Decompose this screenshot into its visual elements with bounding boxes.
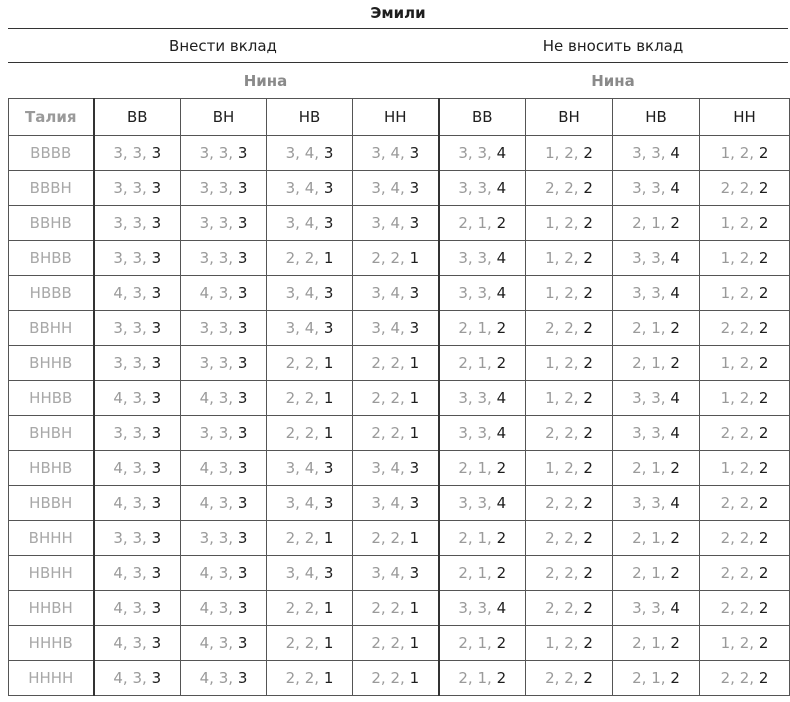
payoff-cell: 2, 2, 1	[267, 591, 353, 626]
row-label: ВННВ	[9, 346, 94, 381]
payoff-cell: 3, 3, 3	[94, 521, 181, 556]
payoff-cell: 3, 4, 3	[267, 556, 353, 591]
payoff-cell: 3, 3, 4	[613, 276, 700, 311]
group-divider	[8, 62, 788, 63]
payoff-cell: 2, 2, 1	[353, 346, 439, 381]
payoff-cell: 3, 3, 3	[94, 416, 181, 451]
payoff-cell: 2, 2, 1	[353, 626, 439, 661]
payoff-cell: 2, 2, 1	[267, 381, 353, 416]
group-not-contribute: Не вносить вклад	[542, 37, 684, 55]
payoff-cell: 2, 1, 2	[613, 311, 700, 346]
payoff-cell: 4, 3, 3	[94, 591, 181, 626]
col-header: ВВ	[94, 99, 181, 136]
payoff-cell: 4, 3, 3	[94, 556, 181, 591]
payoff-cell: 3, 3, 3	[181, 136, 267, 171]
table-row	[9, 171, 790, 206]
payoff-cell: 2, 2, 1	[267, 521, 353, 556]
row-label: ННВН	[9, 591, 94, 626]
payoff-cell: 3, 3, 3	[181, 311, 267, 346]
payoff-cell: 3, 4, 3	[267, 451, 353, 486]
payoff-cell: 4, 3, 3	[94, 381, 181, 416]
payoff-cell: 1, 2, 2	[700, 206, 790, 241]
col-header: НВ	[613, 99, 700, 136]
payoff-cell: 2, 1, 2	[613, 451, 700, 486]
payoff-cell: 2, 1, 2	[439, 451, 526, 486]
payoff-cell: 2, 1, 2	[613, 521, 700, 556]
payoff-cell: 4, 3, 3	[181, 626, 267, 661]
payoff-cell: 2, 1, 2	[439, 626, 526, 661]
col-header: НВ	[267, 99, 353, 136]
row-label: НННН	[9, 661, 94, 696]
payoff-cell: 1, 2, 2	[526, 346, 613, 381]
payoff-cell: 2, 1, 2	[439, 661, 526, 696]
payoff-cell: 3, 4, 3	[353, 451, 439, 486]
payoff-cell: 2, 2, 2	[700, 416, 790, 451]
payoff-cell: 2, 2, 2	[526, 521, 613, 556]
payoff-cell: 3, 3, 4	[439, 416, 526, 451]
row-label: НННВ	[9, 626, 94, 661]
payoff-cell: 3, 3, 4	[439, 591, 526, 626]
payoff-cell: 4, 3, 3	[94, 486, 181, 521]
payoff-cell: 3, 3, 3	[94, 171, 181, 206]
payoff-cell: 3, 4, 3	[353, 486, 439, 521]
row-label: ВВНН	[9, 311, 94, 346]
row-label: НВНН	[9, 556, 94, 591]
payoff-cell: 3, 3, 4	[439, 241, 526, 276]
payoff-cell: 3, 3, 4	[439, 486, 526, 521]
row-label: ВВВВ	[9, 136, 94, 171]
payoff-cell: 3, 3, 4	[439, 276, 526, 311]
payoff-cell: 2, 2, 2	[700, 171, 790, 206]
payoff-cell: 4, 3, 3	[94, 276, 181, 311]
payoff-cell: 1, 2, 2	[526, 626, 613, 661]
payoff-cell: 3, 4, 3	[353, 136, 439, 171]
payoff-cell: 1, 2, 2	[700, 381, 790, 416]
row-label: ВННН	[9, 521, 94, 556]
payoff-cell: 1, 2, 2	[700, 276, 790, 311]
payoff-cell: 2, 1, 2	[613, 206, 700, 241]
payoff-cell: 1, 2, 2	[526, 241, 613, 276]
col-header: ВН	[181, 99, 267, 136]
row-label: ВНВВ	[9, 241, 94, 276]
payoff-cell: 3, 3, 4	[439, 381, 526, 416]
payoff-cell: 3, 3, 4	[613, 416, 700, 451]
payoff-cell: 1, 2, 2	[700, 136, 790, 171]
payoff-cell: 3, 4, 3	[267, 136, 353, 171]
header-divider	[8, 28, 788, 29]
payoff-cell: 2, 2, 2	[526, 591, 613, 626]
row-label: НВВВ	[9, 276, 94, 311]
payoff-cell: 3, 3, 4	[439, 136, 526, 171]
payoff-cell: 4, 3, 3	[94, 451, 181, 486]
payoff-cell: 3, 4, 3	[353, 311, 439, 346]
payoff-cell: 4, 3, 3	[181, 486, 267, 521]
payoff-cell: 3, 4, 3	[267, 206, 353, 241]
payoff-cell: 2, 2, 2	[526, 416, 613, 451]
payoff-cell: 3, 3, 4	[613, 381, 700, 416]
table-row	[9, 521, 790, 556]
group-contribute: Внести вклад	[169, 37, 277, 55]
payoff-cell: 1, 2, 2	[700, 626, 790, 661]
payoff-cell: 3, 3, 3	[94, 346, 181, 381]
payoff-cell: 3, 3, 3	[181, 346, 267, 381]
payoff-cell: 2, 2, 2	[526, 171, 613, 206]
payoff-cell: 2, 1, 2	[613, 556, 700, 591]
payoff-cell: 3, 3, 4	[613, 171, 700, 206]
table-row	[9, 276, 790, 311]
table-body	[9, 136, 790, 696]
table-row	[9, 626, 790, 661]
payoff-cell: 1, 2, 2	[526, 381, 613, 416]
payoff-cell: 4, 3, 3	[181, 381, 267, 416]
col-header: ВН	[526, 99, 613, 136]
row-label: ВВНВ	[9, 206, 94, 241]
payoff-cell: 3, 3, 3	[94, 241, 181, 276]
payoff-cell: 4, 3, 3	[94, 626, 181, 661]
payoff-cell: 4, 3, 3	[181, 591, 267, 626]
payoff-cell: 2, 1, 2	[439, 206, 526, 241]
payoff-cell: 2, 2, 1	[353, 381, 439, 416]
payoff-cell: 3, 4, 3	[353, 206, 439, 241]
row-label: ННВВ	[9, 381, 94, 416]
payoff-cell: 2, 2, 1	[353, 661, 439, 696]
payoff-cell: 3, 3, 4	[613, 591, 700, 626]
payoff-cell: 4, 3, 3	[94, 661, 181, 696]
payoff-cell: 3, 4, 3	[267, 171, 353, 206]
row-label: ВНВН	[9, 416, 94, 451]
payoff-cell: 2, 2, 2	[700, 661, 790, 696]
payoff-cell: 3, 3, 3	[94, 311, 181, 346]
payoff-cell: 2, 1, 2	[439, 556, 526, 591]
payoff-cell: 3, 4, 3	[267, 311, 353, 346]
payoff-cell: 2, 2, 2	[700, 521, 790, 556]
payoff-cell: 3, 3, 3	[181, 416, 267, 451]
payoff-cell: 2, 2, 1	[267, 346, 353, 381]
payoff-cell: 2, 1, 2	[439, 521, 526, 556]
payoff-cell: 2, 2, 1	[267, 626, 353, 661]
payoff-cell: 4, 3, 3	[181, 276, 267, 311]
payoff-cell: 3, 4, 3	[353, 171, 439, 206]
row-header-talia: Талия	[9, 99, 94, 136]
row-label: ВВВН	[9, 171, 94, 206]
player-title-emily: Эмили	[370, 4, 426, 22]
payoff-cell: 2, 1, 2	[613, 626, 700, 661]
payoff-cell: 2, 2, 1	[353, 416, 439, 451]
column-header-row	[9, 99, 790, 136]
payoff-cell: 2, 1, 2	[613, 346, 700, 381]
payoff-cell: 2, 2, 1	[267, 416, 353, 451]
payoff-cell: 3, 3, 3	[94, 136, 181, 171]
payoff-cell: 3, 4, 3	[267, 486, 353, 521]
table-row	[9, 136, 790, 171]
payoff-cell: 1, 2, 2	[700, 451, 790, 486]
table-row	[9, 241, 790, 276]
payoff-cell: 4, 3, 3	[181, 451, 267, 486]
payoff-cell: 2, 2, 1	[353, 521, 439, 556]
table-row	[9, 556, 790, 591]
payoff-cell: 3, 3, 4	[613, 136, 700, 171]
payoff-cell: 2, 2, 2	[700, 486, 790, 521]
payoff-cell: 2, 2, 2	[526, 556, 613, 591]
payoff-cell: 3, 3, 3	[181, 206, 267, 241]
payoff-cell: 1, 2, 2	[700, 241, 790, 276]
payoff-cell: 3, 3, 4	[439, 171, 526, 206]
table-row	[9, 346, 790, 381]
payoff-cell: 3, 3, 3	[181, 171, 267, 206]
payoff-cell: 2, 1, 2	[439, 346, 526, 381]
col-header: НН	[700, 99, 790, 136]
table-row	[9, 416, 790, 451]
payoff-cell: 2, 2, 2	[700, 311, 790, 346]
payoff-cell: 2, 2, 1	[353, 591, 439, 626]
row-label: НВВН	[9, 486, 94, 521]
table-row	[9, 381, 790, 416]
subgroup-nina-left: Нина	[243, 72, 288, 90]
payoff-cell: 1, 2, 2	[526, 451, 613, 486]
table-row	[9, 486, 790, 521]
payoff-cell: 3, 3, 3	[94, 206, 181, 241]
payoff-cell: 1, 2, 2	[526, 276, 613, 311]
payoff-cell: 1, 2, 2	[700, 346, 790, 381]
payoff-cell: 2, 2, 1	[267, 241, 353, 276]
payoff-cell: 2, 2, 1	[267, 661, 353, 696]
payoff-cell: 3, 4, 3	[353, 556, 439, 591]
col-header: ВВ	[439, 99, 526, 136]
payoff-cell: 2, 1, 2	[439, 311, 526, 346]
table-row	[9, 206, 790, 241]
subgroup-nina-right: Нина	[591, 72, 635, 90]
row-label: НВНВ	[9, 451, 94, 486]
payoff-cell: 2, 2, 2	[526, 311, 613, 346]
payoff-cell: 3, 4, 3	[353, 276, 439, 311]
col-header: НН	[353, 99, 439, 136]
payoff-cell: 4, 3, 3	[181, 556, 267, 591]
payoff-cell: 3, 3, 3	[181, 521, 267, 556]
payoff-table	[8, 98, 790, 696]
table-row	[9, 661, 790, 696]
table-row	[9, 451, 790, 486]
payoff-cell: 1, 2, 2	[526, 206, 613, 241]
payoff-cell: 2, 2, 2	[700, 591, 790, 626]
table-row	[9, 311, 790, 346]
payoff-cell: 2, 2, 2	[526, 486, 613, 521]
payoff-cell: 2, 1, 2	[613, 661, 700, 696]
payoff-cell: 2, 2, 2	[700, 556, 790, 591]
payoff-cell: 2, 2, 1	[353, 241, 439, 276]
payoff-cell: 3, 3, 4	[613, 486, 700, 521]
payoff-cell: 3, 3, 4	[613, 241, 700, 276]
payoff-cell: 3, 3, 3	[181, 241, 267, 276]
payoff-cell: 4, 3, 3	[181, 661, 267, 696]
payoff-cell: 3, 4, 3	[267, 276, 353, 311]
table-row	[9, 591, 790, 626]
payoff-cell: 2, 2, 2	[526, 661, 613, 696]
payoff-cell: 1, 2, 2	[526, 136, 613, 171]
